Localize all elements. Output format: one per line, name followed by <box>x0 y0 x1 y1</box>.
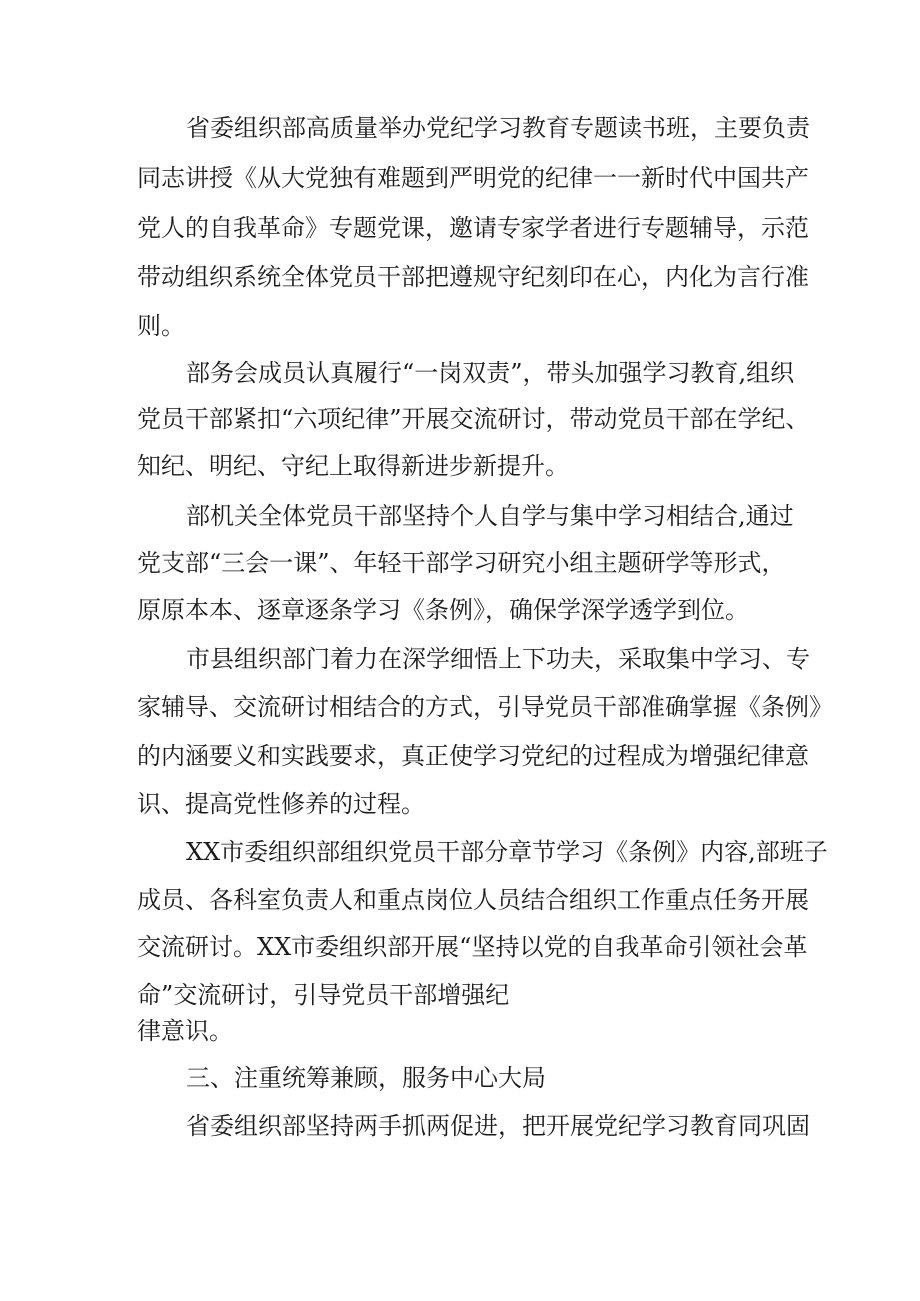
paragraph-2-line-1: 部务会成员认真履行“一岗双责”，带头加强学习教育,组织 <box>186 359 795 387</box>
paragraph-1-line-2: 同志讲授《从大党独有难题到严明党的纪律一一新时代中国共产 <box>137 164 809 192</box>
section-heading: 三、注重统筹兼顾，服务中心大局 <box>186 1064 546 1092</box>
paragraph-5-line-5: 律意识。 <box>137 1017 233 1045</box>
paragraph-4-line-3: 的内涵要义和实践要求，真正使学习党纪的过程成为增强纪律意 <box>137 742 809 770</box>
paragraph-4-line-2: 家辅导、交流研讨相结合的方式，引导党员干部准确掌握《条例》 <box>137 693 833 721</box>
paragraph-5-line-4: 命”交流研讨，引导党员干部增强纪 <box>137 981 510 1009</box>
paragraph-3-line-3: 原原本本、逐章逐条学习《条例》，确保学深学透学到位。 <box>137 596 749 624</box>
paragraph-3-line-2: 党支部“三会一课”、年轻干部学习研究小组主题研学等形式， <box>137 549 786 577</box>
paragraph-1-line-3: 党人的自我革命》专题党课，邀请专家学者进行专题辅导，示范 <box>137 214 809 242</box>
paragraph-1-line-4: 带动组织系统全体党员干部把遵规守纪刻印在心，内化为言行准 <box>137 263 809 291</box>
paragraph-2-line-3: 知纪、明纪、守纪上取得新进步新提升。 <box>137 452 569 480</box>
paragraph-5-line-3: 交流研讨。XX市委组织部开展“坚持以党的自我革命引领社会革 <box>137 933 808 961</box>
paragraph-5-line-1: XX市委组织部组织党员干部分章节学习《条例》内容,部班子 <box>186 838 828 866</box>
paragraph-3-line-1: 部机关全体党员干部坚持个人自学与集中学习相结合,通过 <box>186 502 794 530</box>
paragraph-4-line-4: 识、提高党性修养的过程。 <box>137 790 425 818</box>
paragraph-1-line-5: 则。 <box>137 312 185 340</box>
paragraph-6-line-1: 省委组织部坚持两手抓两促进，把开展党纪学习教育同巩固 <box>186 1112 810 1140</box>
paragraph-1-line-1: 省委组织部高质量举办党纪学习教育专题读书班，主要负责 <box>186 114 810 142</box>
paragraph-5-line-2: 成员、各科室负责人和重点岗位人员结合组织工作重点任务开展 <box>137 886 809 914</box>
paragraph-4-line-1: 市县组织部门着力在深学细悟上下功夫，采取集中学习、专 <box>186 645 810 673</box>
paragraph-2-line-2: 党员干部紧扣“六项纪律”开展交流研讨，带动党员干部在学纪、 <box>137 405 810 433</box>
